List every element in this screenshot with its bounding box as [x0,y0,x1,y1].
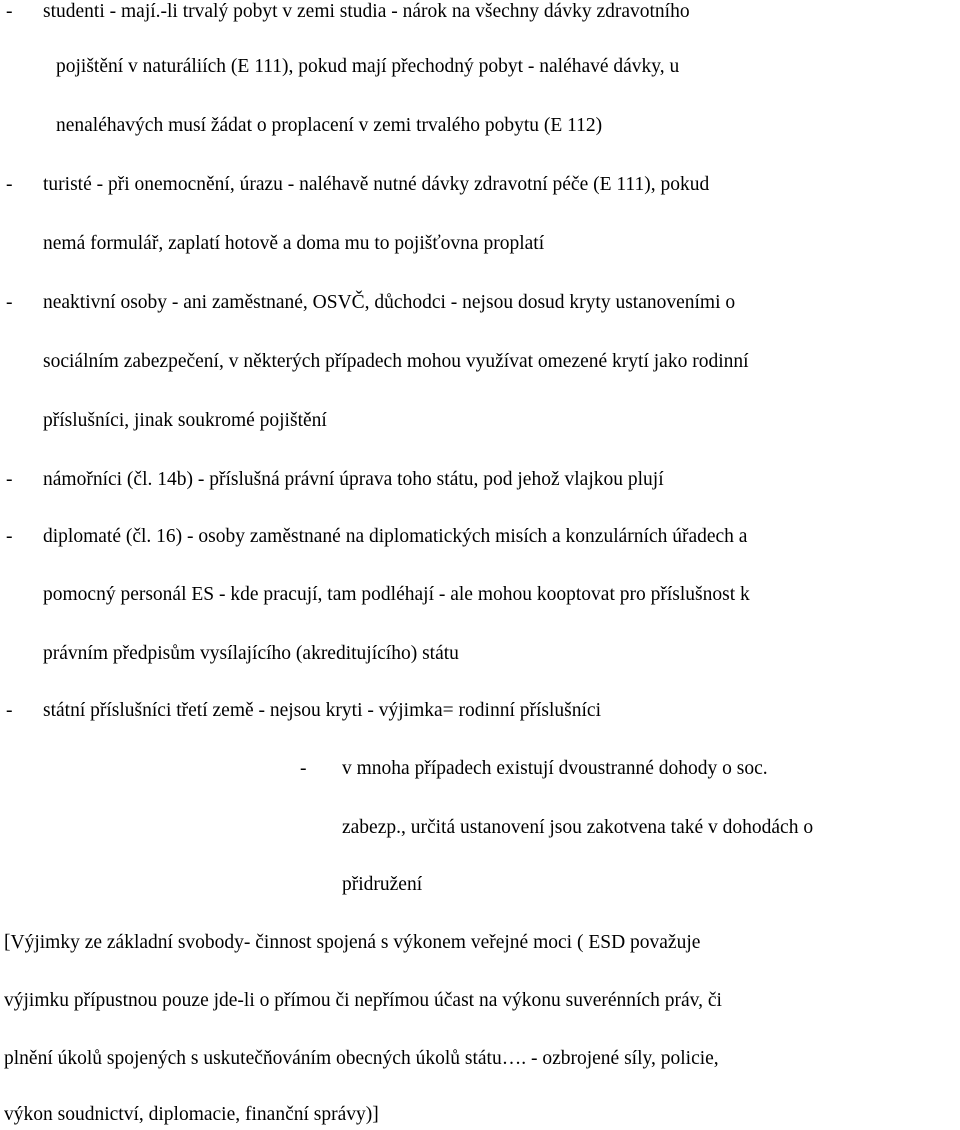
line-text: plnění úkolů spojených s uskutečňováním obecných úkolů státu…. - ozbrojené síly, policie, [4,1048,719,1069]
line-text: výjimku přípustnou pouze jde-li o přímou či nepřímou účast na výkonu suverénních práv, či [4,990,722,1011]
line-text: příslušníci, jinak soukromé pojištění [43,410,327,431]
line-text: [Výjimky ze základní svobody- činnost spojená s výkonem veřejné moci ( ESD považuje [4,932,701,953]
list-bullet: - [6,700,13,721]
list-bullet: - [6,1,13,22]
line-text: studenti - mají.-li trvalý pobyt v zemi studia - nárok na všechny dávky zdravotního [43,1,690,22]
line-text: námořníci (čl. 14b) - příslušná právní úprava toho státu, pod jehož vlajkou plují [43,469,664,490]
line-text: pomocný personál ES - kde pracují, tam podléhají - ale mohou kooptovat pro příslušnost k [43,584,750,605]
line-text: diplomaté (čl. 16) - osoby zaměstnané na diplomatických misích a konzulárních úřadech a [43,526,748,547]
line-text: v mnoha případech existují dvoustranné dohody o soc. [342,758,768,779]
list-bullet: - [6,292,13,313]
line-text: neaktivní osoby - ani zaměstnané, OSVČ, důchodci - nejsou dosud kryty ustanoveními o [43,292,736,313]
line-text: přidružení [342,874,423,895]
line-text: státní příslušníci třetí země - nejsou kryti - výjimka= rodinní příslušníci [43,700,601,721]
line-text: zabezp., určitá ustanovení jsou zakotvena také v dohodách o [342,817,814,838]
line-text: nenaléhavých musí žádat o proplacení v zemi trvalého pobytu (E 112) [56,115,603,136]
line-text: právním předpisům vysílajícího (akreditujícího) státu [43,643,459,664]
list-bullet: - [6,526,13,547]
list-bullet: - [6,469,13,490]
line-text: nemá formulář, zaplatí hotově a doma mu to pojišťovna proplatí [43,233,545,254]
line-text: sociálním zabezpečení, v některých případech mohou využívat omezené krytí jako rodinní [43,351,749,372]
line-text: výkon soudnictví, diplomacie, finanční správy)] [4,1104,379,1125]
line-text: pojištění v naturáliích (E 111), pokud mají přechodný pobyt - naléhavé dávky, u [56,56,680,77]
line-text: turisté - při onemocnění, úrazu - naléhavě nutné dávky zdravotní péče (E 111), pokud [43,174,710,195]
list-bullet: - [300,758,307,779]
list-bullet: - [6,174,13,195]
